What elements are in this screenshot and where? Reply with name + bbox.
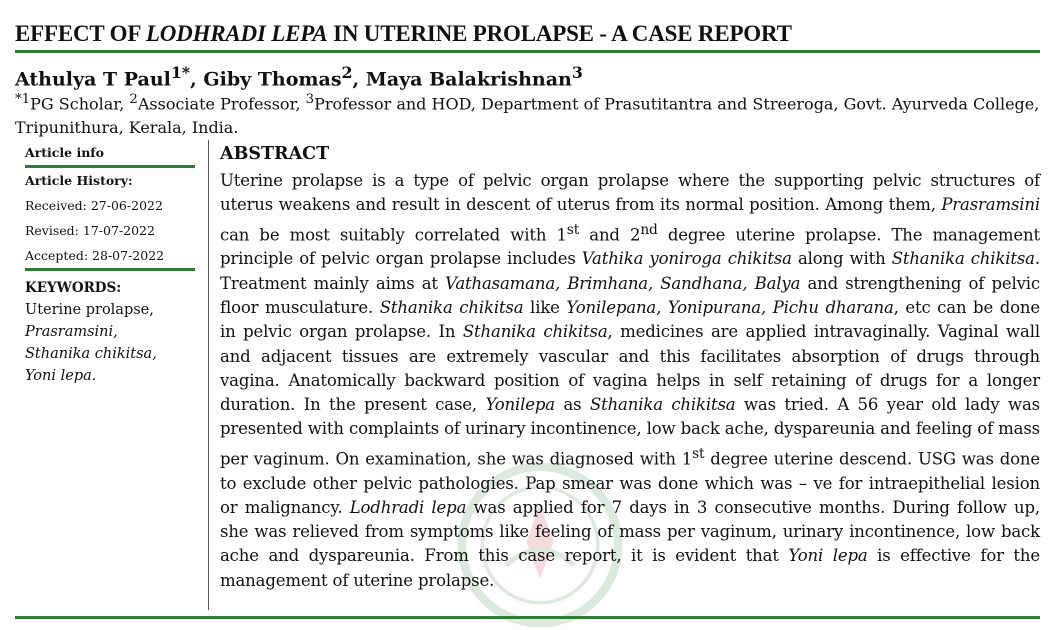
abstract-text: can be most suitably correlated with 1 <box>220 225 567 245</box>
abstract-text: like <box>523 297 567 317</box>
author-name: Athulya T Paul <box>15 68 171 91</box>
ordinal-sup: st <box>566 221 580 238</box>
article-history-label: Article History: <box>25 173 133 188</box>
title-divider <box>15 50 1040 53</box>
abstract-term: Prasramsini <box>941 195 1040 215</box>
abstract-text: degree uterine descend. USG was done to exclude other pelvic pathologies. Pap smear was done which was – ve for intraepithelial lesion or malignancy. <box>220 449 1040 517</box>
keyword-italic: Yoni lepa. <box>25 368 97 384</box>
abstract-text: . Treatment mainly aims at <box>220 249 1040 293</box>
abstract-term: Sthanika chikitsa <box>589 395 736 415</box>
keyword-italic: Sthanika chikitsa, <box>25 346 157 362</box>
keyword <box>25 321 195 343</box>
article-title <box>15 20 1040 48</box>
affil-text: PG Scholar, <box>30 94 130 114</box>
received-date: Received: 27-06-2022 <box>25 198 163 213</box>
abstract-text: and strengthening of pelvic floor musculature. <box>220 273 1040 317</box>
author-sup: 3 <box>571 63 583 82</box>
author-name: Giby Thomas <box>203 68 342 91</box>
article-info-heading: Article info <box>25 145 105 160</box>
abstract-term: Sthanika chikitsa <box>891 249 1035 269</box>
article-info-sidebar <box>25 140 195 387</box>
abstract-text: and 2 <box>579 225 641 245</box>
accepted-date: Accepted: 28-07-2022 <box>25 248 165 263</box>
author-affiliations <box>15 88 1040 140</box>
abstract-term: Vathika yoniroga chikitsa <box>581 249 792 269</box>
abstract-body <box>220 169 1040 593</box>
footer-divider <box>15 616 1040 619</box>
abstract-heading: ABSTRACT <box>220 144 330 164</box>
ordinal-sup: st <box>692 445 705 462</box>
affil-sup: *1 <box>15 92 31 107</box>
title-part: EFFECT OF <box>15 21 146 46</box>
abstract-term: Yonilepana, Yonipurana, Pichu dharana <box>566 297 894 317</box>
abstract-text: along with <box>791 249 892 269</box>
ordinal-sup: nd <box>640 221 658 238</box>
author-list: Athulya T Paul$^{1*}$, Giby Thomas$^2$, Maya Balakrishnan$^3$ <box>15 63 583 91</box>
abstract-text: is effective for the management of uterine prolapse. <box>220 546 1040 590</box>
abstract-text: degree uterine prolapse. The management principle of pelvic organ prolapse includes <box>220 225 1040 269</box>
column-divider <box>208 140 209 610</box>
abstract-text: Uterine prolapse is a type of pelvic organ prolapse where the supporting pelvic structures of uterus weakens and result in descent of uterus from its normal position. Among them, <box>220 171 1040 215</box>
author-sup: 1* <box>170 63 191 82</box>
abstract-text: was tried. A 56 year old lady was presented with complaints of urinary incontinence, low back ache, dyspareunia and feeling of mass per vaginum. On examination, she was diagnosed with 1 <box>220 395 1040 469</box>
author-sup: 2 <box>341 63 353 82</box>
abstract-text: as <box>555 395 590 415</box>
abstract-term: Lodhradi lepa <box>349 497 467 517</box>
article-page <box>15 0 1040 626</box>
abstract-text: was applied for 7 days in 3 consecutive months. During follow up, she was relieved from symptoms like feeling of mass per vaginum, urinary incontinence, low back ache and dyspareunia. From this case report, it is evident that <box>220 497 1040 566</box>
affil-text: Professor and HOD, Department of Prasutitantra and Streeroga, Govt. Ayurveda College, Tripunithura, Kerala, India. <box>15 94 1040 138</box>
keywords-heading: KEYWORDS: <box>25 280 122 296</box>
keyword <box>25 365 195 387</box>
abstract-term: Sthanika chikitsa <box>462 322 608 342</box>
abstract-section <box>220 142 1040 593</box>
abstract-text: , etc can be done in pelvic organ prolapse. In <box>220 297 1040 342</box>
sidebar-divider <box>25 268 195 271</box>
author-name: Maya Balakrishnan <box>365 68 572 91</box>
keyword: Uterine prolapse, <box>25 302 154 318</box>
abstract-term: Vathasamana, Brimhana, Sandhana, Balya <box>445 273 801 293</box>
abstract-text: , medicines are applied intravaginally. Vaginal wall and adjacent tissues are extremely vascular and this facilitates absorption of drugs through vagina. Anatomically backward position of vagina helps in self retaining of drugs for a longer duration. In the present case, <box>220 322 1040 415</box>
affil-sup: 2 <box>129 92 138 107</box>
abstract-term: Yonilepa <box>485 395 555 415</box>
abstract-term: Sthanika chikitsa <box>379 297 524 317</box>
keyword <box>25 343 195 365</box>
title-italic-part: LODHRADI LEPA <box>145 21 328 46</box>
keyword-italic: Prasramsini, <box>25 324 118 340</box>
revised-date: Revised: 17-07-2022 <box>25 223 155 238</box>
affil-sup: 3 <box>305 92 315 107</box>
affil-text: Associate Professor, <box>137 94 306 114</box>
abstract-term: Yoni lepa <box>788 546 868 566</box>
title-part: IN UTERINE PROLAPSE - A CASE REPORT <box>327 21 792 46</box>
